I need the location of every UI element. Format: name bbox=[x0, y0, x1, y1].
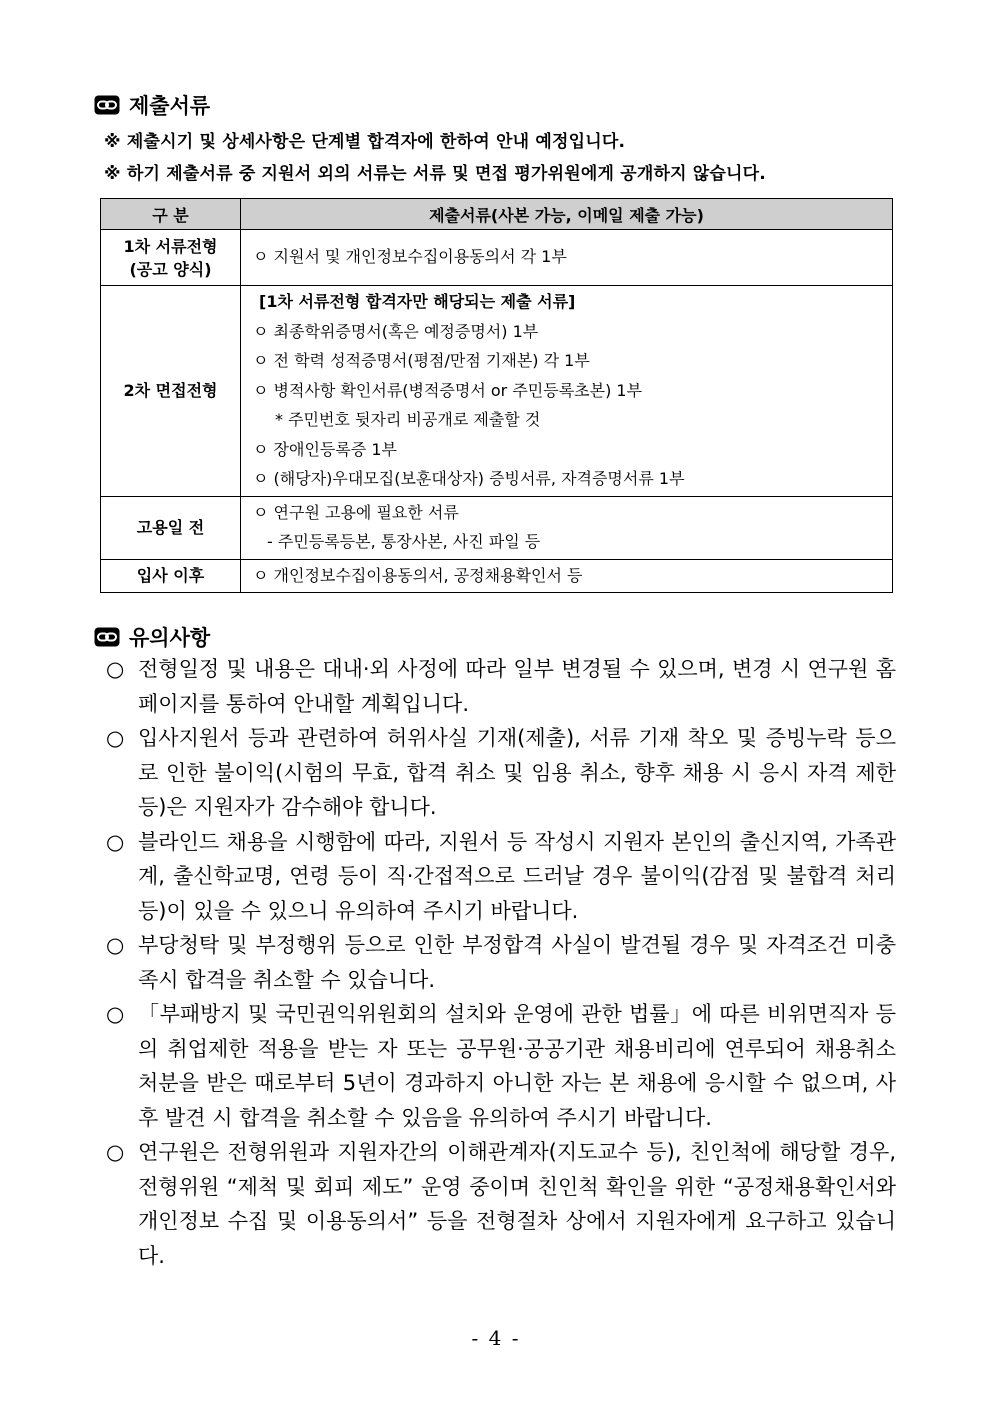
row-category bbox=[101, 230, 241, 286]
caution-text: 전형일정 및 내용은 대내·외 사정에 따라 일부 변경될 수 있으며, 변경 시 연구원 홈페이지를 통하여 안내할 계획입니다. bbox=[138, 657, 896, 716]
caution-list bbox=[104, 652, 896, 1273]
header-category: 구 분 bbox=[101, 199, 241, 230]
table-row bbox=[101, 559, 893, 593]
list-item bbox=[104, 652, 896, 721]
table-header-row bbox=[101, 199, 893, 230]
list-item bbox=[104, 1135, 896, 1273]
section-heading-documents bbox=[94, 90, 210, 120]
caution-text: 블라인드 채용을 시행함에 따라, 지원서 등 작성시 지원자 본인의 출신지역, 가족관계, 출신학교명, 연령 등이 직·간접적으로 드러날 경우 불이익(감점 및 불합격 처리 등)이 있을 수 있으니 유의하여 주시기 바랍니다. bbox=[138, 829, 896, 923]
category-line: 고용일 전 bbox=[136, 518, 205, 537]
document-item: ㅇ (해당자)우대모집(보훈대상자) 증빙서류, 자격증명서류 1부 bbox=[253, 469, 685, 488]
header-documents: 제출서류(사본 가능, 이메일 제출 가능) bbox=[241, 199, 893, 230]
bullet-circle: ○ bbox=[106, 829, 125, 854]
section-title: 제출서류 bbox=[129, 94, 211, 118]
bullet-circle: ○ bbox=[106, 1140, 125, 1164]
list-item bbox=[104, 721, 896, 825]
list-item bbox=[104, 997, 896, 1135]
chain-link-icon bbox=[94, 95, 120, 115]
bullet-circle: ○ bbox=[106, 657, 125, 681]
category-line: 1차 서류전형 bbox=[123, 236, 218, 256]
document-item: ㅇ 전 학력 성적증명서(평점/만점 기재본) 각 1부 bbox=[253, 351, 590, 370]
caution-text: 부당청탁 및 부정행위 등으로 인한 부정합격 사실이 발견될 경우 및 자격조건 미충족시 합격을 취소할 수 있습니다. bbox=[138, 933, 896, 992]
document-item: ㅇ 개인정보수집이용동의서, 공정채용확인서 등 bbox=[253, 565, 583, 585]
bullet-circle: ○ bbox=[106, 933, 125, 957]
row-category bbox=[101, 559, 241, 593]
document-item: ㅇ 병적사항 확인서류(병적증명서 or 주민등록초본) 1부 bbox=[253, 380, 643, 400]
category-line: 입사 이후 bbox=[136, 566, 205, 586]
documents-table bbox=[100, 198, 893, 593]
table-row bbox=[101, 286, 893, 497]
page-number: - 4 - bbox=[471, 1326, 521, 1350]
document-item: ㅇ 연구원 고용에 필요한 서류 bbox=[253, 502, 459, 522]
row-documents bbox=[241, 286, 893, 497]
caution-text: 「부패방지 및 국민권익위원회의 설치와 운영에 관한 법률」에 따른 비위면직자 등의 취업제한 적용을 받는 자 또는 공무원·공공기관 채용비리에 연루되어 채용취소 처분을 받은 때로부터 5년이 경과하지 아니한 자는 본 채용에 응시할 수 없으며, 사후 발견 시 합격을 취소할 수 있음을 유의하여 주시기 바랍니다. bbox=[138, 1002, 896, 1130]
list-item bbox=[104, 928, 896, 997]
document-item: ㅇ 지원서 및 개인정보수집이용동의서 각 1부 bbox=[253, 247, 567, 267]
table-row bbox=[101, 496, 893, 559]
row-category bbox=[101, 286, 241, 497]
document-item-note: * 주민번호 뒷자리 비공개로 제출할 것 bbox=[275, 410, 541, 429]
row-documents bbox=[241, 559, 893, 593]
document-item: ㅇ 장애인등록증 1부 bbox=[253, 439, 397, 459]
category-line: (공고 양식) bbox=[129, 259, 212, 279]
note-line: ※ 제출시기 및 상세사항은 단계별 합격자에 한하여 안내 예정입니다. bbox=[104, 132, 626, 152]
document-subheading: [1차 서류전형 합격자만 해당되는 제출 서류] bbox=[259, 292, 576, 311]
bullet-circle: ○ bbox=[106, 726, 125, 750]
row-documents bbox=[241, 496, 893, 559]
section-heading-cautions bbox=[94, 622, 210, 652]
table-row bbox=[101, 230, 893, 286]
chain-link-icon bbox=[94, 627, 120, 647]
caution-text: 입사지원서 등과 관련하여 허위사실 기재(제출), 서류 기재 착오 및 증빙누락 등으로 인한 불이익(시험의 무효, 합격 취소 및 임용 취소, 향후 채용 시 응시 자격 제한 등)은 지원자가 감수해야 합니다. bbox=[138, 726, 896, 819]
note-line: ※ 하기 제출서류 중 지원서 외의 서류는 서류 및 면접 평가위원에게 공개하지 않습니다. bbox=[104, 164, 766, 184]
document-item: ㅇ 최종학위증명서(혹은 예정증명서) 1부 bbox=[253, 321, 539, 341]
list-item bbox=[104, 825, 896, 929]
bullet-circle: ○ bbox=[106, 1002, 125, 1026]
row-category bbox=[101, 496, 241, 559]
caution-text: 연구원은 전형위원과 지원자간의 이해관계자(지도교수 등), 친인척에 해당할 경우, 전형위원 “제척 및 회피 제도” 운영 중이며 친인척 확인을 위한 “공정채용확인서와 개인정보 수집 및 이용동의서” 등을 전형절차 상에서 지원자에게 요구하고 있습니다. bbox=[138, 1140, 896, 1268]
document-item-detail: - 주민등록등본, 통장사본, 사진 파일 등 bbox=[267, 532, 541, 551]
category-line: 2차 면접전형 bbox=[123, 381, 218, 401]
section-title: 유의사항 bbox=[129, 626, 211, 650]
row-documents bbox=[241, 230, 893, 286]
